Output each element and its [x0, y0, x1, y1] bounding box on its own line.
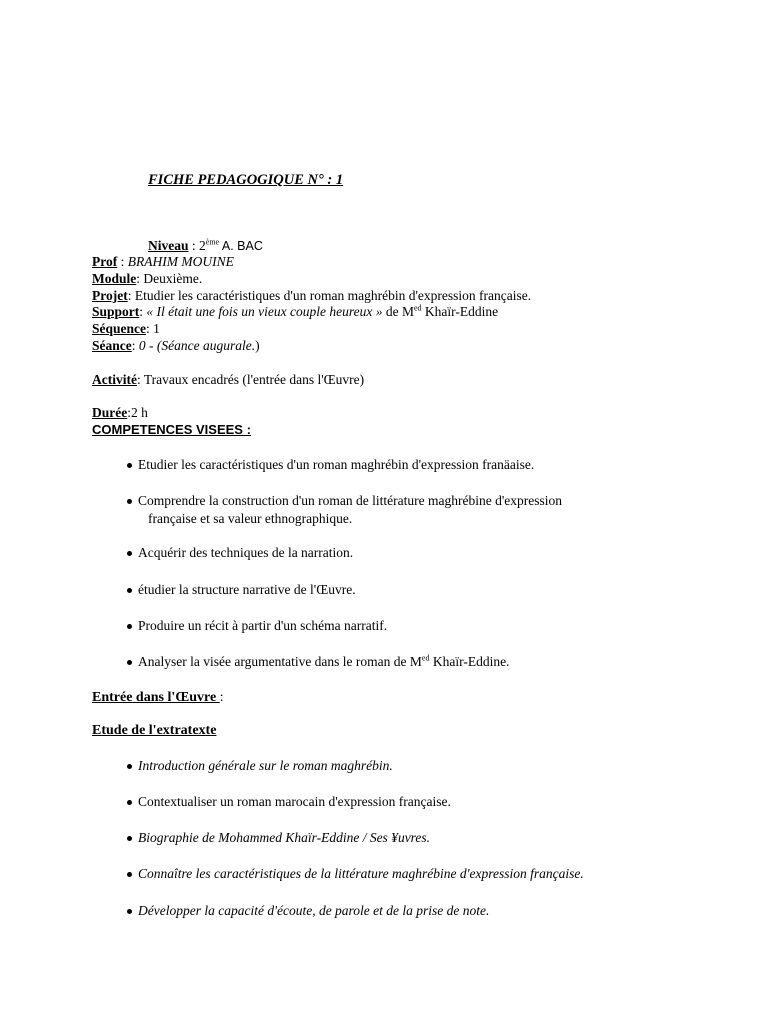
- module-value: : Deuxième.: [136, 271, 203, 286]
- competence-item: Etudier les caractéristiques d'un roman maghrébin d'expression franäaise.: [138, 457, 535, 472]
- bullet-icon: [127, 660, 132, 665]
- etude-item: Contextualiser un roman marocain d'expression française.: [138, 794, 451, 809]
- activite-label: Activité: [92, 372, 137, 387]
- etude-item: Développer la capacité d'écoute, de parole et de la prise de note.: [138, 903, 490, 918]
- bullet-icon: [127, 624, 132, 629]
- support-sup: ed: [413, 303, 422, 313]
- sequence-line: [92, 321, 160, 337]
- projet-line: [92, 288, 531, 304]
- sequence-label: Séquence: [92, 321, 146, 336]
- entree-colon: :: [219, 689, 224, 704]
- duree-value: :2 h: [127, 405, 148, 420]
- niveau-sup: ème: [205, 237, 220, 247]
- bullet-icon: [127, 836, 132, 841]
- bullet-icon: [127, 463, 132, 468]
- module-line: [92, 271, 202, 287]
- etude-heading: Etude de l'extratexte: [92, 723, 217, 738]
- competence-item: Comprendre la construction d'un roman de littérature maghrébine d'expression: [138, 493, 562, 508]
- seance-line: [92, 338, 260, 354]
- projet-label: Projet: [92, 288, 128, 303]
- seance-italic: 0 - (Séance augurale.: [138, 338, 256, 353]
- competence-item-sup: ed: [421, 653, 430, 663]
- seance-label: Séance: [92, 338, 132, 353]
- support-sep: :: [139, 304, 147, 319]
- support-line: [92, 304, 498, 320]
- support-label: Support: [92, 304, 140, 319]
- niveau-sep: : 2: [188, 238, 206, 253]
- bullet-icon: [127, 499, 132, 504]
- activite-value: : Travaux encadrés (l'entrée dans l'Œuvre): [136, 372, 365, 387]
- niveau-line: [148, 238, 263, 254]
- entree-heading: Entrée dans l'Œuvre: [92, 690, 220, 705]
- etude-item: Introduction générale sur le roman maghrébin.: [138, 758, 393, 773]
- competence-item: étudier la structure narrative de l'Œuvre.: [138, 582, 356, 597]
- bullet-icon: [127, 909, 132, 914]
- prof-value: BRAHIM MOUINE: [127, 254, 234, 269]
- bullet-icon: [127, 588, 132, 593]
- competence-item: Produire un récit à partir d'un schéma narratif.: [138, 618, 388, 633]
- projet-value: : Etudier les caractéristiques d'un roman maghrébin d'expression française.: [127, 288, 532, 303]
- etude-item: Biographie de Mohammed Khaïr-Eddine / Ses ¥uvres.: [138, 830, 431, 845]
- prof-line: [92, 254, 234, 270]
- competence-item-end: Khaïr-Eddine.: [429, 654, 510, 669]
- niveau-label: Niveau: [148, 238, 189, 253]
- activite-line: [92, 372, 364, 388]
- document-title: FICHE PEDAGOGIQUE N° : 1: [148, 172, 344, 188]
- module-label: Module: [92, 271, 137, 286]
- sequence-value: : 1: [146, 321, 160, 336]
- niveau-value: A. BAC: [219, 239, 263, 253]
- bullet-icon: [127, 800, 132, 805]
- seance-end: ): [255, 338, 260, 353]
- support-end: Khaïr-Eddine: [421, 304, 499, 319]
- support-mid: de M: [382, 304, 414, 319]
- seance-sep: :: [131, 338, 139, 353]
- bullet-icon: [127, 551, 132, 556]
- prof-label: Prof: [92, 254, 118, 269]
- duree-line: [92, 405, 148, 421]
- support-title: « Il était une fois un vieux couple heureux »: [146, 304, 383, 319]
- competence-item-text: Analyser la visée argumentative dans le roman de M: [138, 654, 422, 669]
- duree-label: Durée: [92, 405, 128, 420]
- bullet-icon: [127, 872, 132, 877]
- entree-heading-line: [92, 689, 223, 706]
- prof-sep: :: [117, 254, 128, 269]
- competences-heading: COMPETENCES VISEES :: [92, 422, 251, 437]
- bullet-icon: [127, 764, 132, 769]
- etude-item: Connaître les caractéristiques de la littérature maghrébine d'expression française.: [138, 866, 584, 881]
- competence-item-continuation: française et sa valeur ethnographique.: [148, 511, 353, 526]
- competence-item: [138, 654, 509, 670]
- competence-item: Acquérir des techniques de la narration.: [138, 545, 354, 560]
